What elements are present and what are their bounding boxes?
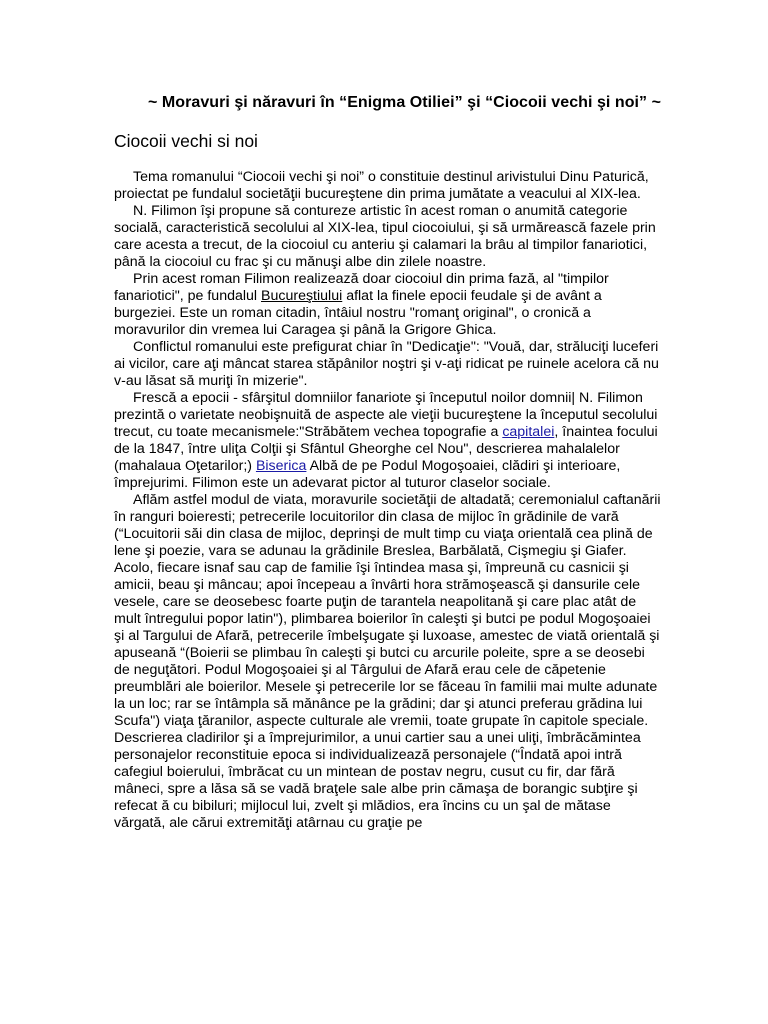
paragraph-6: Aflăm astfel modul de viata, moravurile societăţii de altadată; ceremonialul caftanării în ranguri boieresti; petrecerile locuitorilor din clasa de mijloc în grădinile de vară (“Locuitorii săi din clasa de mijloc, deprinşi de mult timp cu viaţa orientală cea plină de lene şi poezie, vara se adunau la grădinile Breslea, Barbălată, Cişmegiu şi Giafer. Acolo, fiecare isnaf sau cap de familie îşi întindea masa şi, împreună cu casnicii şi amicii, beau şi mâncau; apoi începeau a învârti hora strămoşească şi dansurile cele vesele, care se deosebesc foarte puţin de tarantela neapolitană şi care plac atât de mult întregului popor latin"), plimbarea boierilor în caleşti şi butci pe podul Mogoşoaiei şi al Targului de Afară, petrecerile îmbelşugate şi luxoase, amestec de viată orientală şi apuseană “(Boierii se plimbau în caleşti şi butci cu arcurile poleite, spre a se deosebi de neguţători. Podul Mogoşoaiei şi al Târgului de Afară erau cele de căpetenie preumblări ale boierilor. Mesele şi petrecerile lor se făceau în familii mai multe adunate la un loc; rar se întâmpla să mănânce pe la grădini; dar şi atunci preferau grădina lui Scufa") viaţa ţăranilor, aspecte culturale ale vremii, toate grupate în capitole speciale. Descrierea cladirilor şi a împrejurimilor, a unui cartier sau a unei uliţi, îmbrăcămintea personajelor reconstituie epoca si individualizează personajele (“Îndată apoi intră cafegiul boierului, îmbrăcat cu un mintean de postav negru, cusut cu fir, dar fără mâneci, spre a lăsa să se vadă braţele sale albe prin cămaşa de borangic subţire şi refecat ă cu bibiluri; mijlocul lui, zvelt şi mlădios, era încins cu un şal de mătase vărgată, ale cărui extremităţi atârnau cu graţie pe xyxy=(114,492,661,831)
paragraph-5-text-c: Albă de pe Podul Mogoşoaiei, clădiri şi interioare, împrejurimi. Filimon este un adevarat pictor al tuturor claselor sociale. xyxy=(114,458,621,491)
paragraph-4: Conflictul romanului este prefigurat chiar în "Dedicaţie": "Vouă, dar, străluciţi luceferi ai vicilor, care aţi mâncat starea stăpânilor noştri şi v-aţi ridicat pe ruinele acelora că nu v-au lăsat să muriţi în mizerie". xyxy=(114,339,659,389)
section-heading: Ciocoii vechi si noi xyxy=(114,131,258,151)
body-text xyxy=(114,169,662,832)
paragraph-3 xyxy=(114,271,662,339)
paragraph-5 xyxy=(114,390,662,492)
capitalei-link[interactable]: capitalei xyxy=(502,424,555,440)
paragraph-3-text-a: Prin acest roman Filimon realizează doar ciocoiul din prima fază, al "timpilor fanariotici", pe fundalul xyxy=(114,271,609,304)
biserica-link[interactable]: Biserica xyxy=(255,458,307,474)
paragraph-2: N. Filimon îşi propune să contureze artistic în acest roman o anumită categorie socială, caracteristică secolului al XIX-lea, tipul ciocoiului, şi să urmărească fazele prin care acesta a trecut, de la ciocoiul cu anteriu şi calamari la brâu al timpilor fanariotici, până la ciocoiul cu frac şi cu mănuşi albe din zilele noastre. xyxy=(114,203,656,270)
paragraph-1: Tema romanului “Ciocoii vechi şi noi” o constituie destinul arivistului Dinu Paturică, proiectat pe fundalul societăţii bucureştene din prima jumătate a veacului al XIX-lea. xyxy=(114,169,649,202)
paragraph-5-text-b: , înaintea focului de la 1847, între uliţa Colţii şi Sfântul Gheorghe cel Nou", descrierea mahalalelor (mahalaua Oţetarilor;) xyxy=(114,424,658,474)
paragraph-5-text-a: Frescă a epocii - sfârşitul domniilor fanariote şi începutul noilor domnii| N. Filimon prezintă o varietate neobişnuită de aspecte ale vieţii bucureştene la începutul secolului trecut, cu toate mecanismele:"Străbătem vechea topografie a xyxy=(114,390,658,440)
document-title: ~ Moravuri şi năravuri în “Enigma Otiliei” şi “Ciocoii vechi şi noi” ~ xyxy=(148,94,661,111)
document-page xyxy=(114,82,662,832)
bucurestiului-underlined: Bucureştiului xyxy=(261,288,343,304)
paragraph-3-text-b: aflat la finele epocii feudale şi de avânt a burgeziei. Este un roman citadin, întâiul nostru "romanţ original", o cronică a moravurilor din vremea lui Caragea şi până la Grigore Ghica. xyxy=(114,288,602,338)
